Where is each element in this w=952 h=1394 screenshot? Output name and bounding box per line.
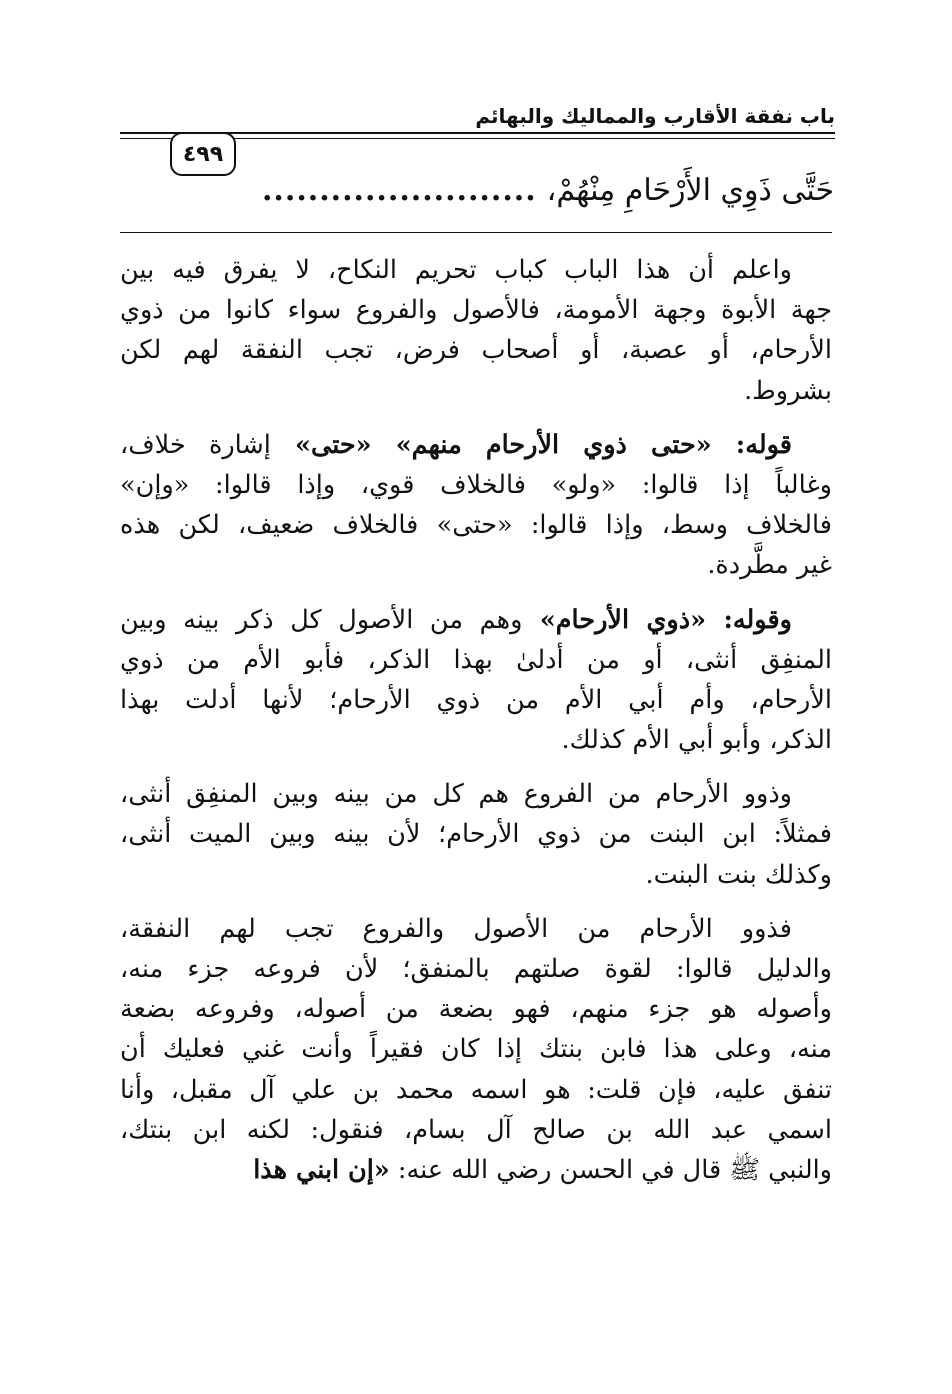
text-line [120, 989, 832, 1029]
bold-span: قوله: [711, 429, 792, 460]
paragraph [120, 600, 832, 761]
text-span: إشارة خلاف، [120, 429, 271, 460]
commentary-body [120, 250, 832, 1204]
paragraph [120, 909, 832, 1190]
text-span: جهة الأبوة وجهة الأمومة، فالأصول والفروع سواء كانوا من ذوي [120, 295, 832, 326]
text-line [120, 1150, 832, 1190]
text-span: وكذلك بنت البنت. [645, 859, 832, 890]
text-line [120, 855, 832, 895]
text-span: والدليل قالوا: لقوة صلتهم بالمنفق؛ لأن فروعه جزء منه، [120, 954, 832, 984]
text-line [120, 465, 832, 505]
text-span: وغالباً إذا قالوا: «ولو» فالخلاف قوي، وإذا قالوا: «وإن» [120, 469, 832, 500]
text-span: الأرحام، وأم أبي الأم من ذوي الأرحام؛ لأنها أدلت بهذا [120, 684, 832, 715]
chapter-title: باب نفقة الأقارب والمماليك والبهائم [475, 104, 835, 128]
text-line [120, 680, 832, 720]
paragraph [120, 250, 832, 411]
matn-dots: ........................ [261, 172, 537, 208]
text-line [120, 1110, 832, 1150]
text-line [120, 720, 832, 760]
text-line [120, 425, 832, 465]
bold-span: وقوله: [706, 604, 792, 635]
bold-span: «حتى ذوي الأرحام منهم» [371, 429, 712, 460]
text-line [120, 330, 832, 370]
text-line [120, 600, 832, 640]
text-span: المنفِق أنثى، أو من أدلىٰ بهذا الذكر، فأبو الأم من ذوي [120, 644, 832, 675]
text-line [120, 949, 832, 989]
text-line [120, 774, 832, 814]
text-line [120, 250, 832, 290]
header-rule [120, 128, 835, 167]
text-span: والنبي ﷺ قال في الحسن رضي الله عنه: [389, 1154, 832, 1185]
page-number: ٤٩٩ [170, 132, 236, 176]
text-span: منه، وعلى هذا فابن بنتك إذا كان فقيراً وأنت غني فعليك أن [120, 1034, 832, 1065]
text-span: تنفق عليه، فإن قلت: هو اسمه محمد بن علي آل مقبل، وأنا [120, 1074, 832, 1105]
text-line [120, 1070, 832, 1110]
text-line [120, 1029, 832, 1069]
text-line [120, 505, 832, 545]
text-span: غير مطَّردة. [707, 550, 832, 581]
matn-divider [120, 232, 832, 233]
text-span: وذوو الأرحام من الفروع هم كل من بينه وبين المنفِق أنثى، [120, 779, 792, 810]
text-line [120, 814, 832, 854]
matn-text: حَتَّى ذَوِي الأَرْحَامِ مِنْهُمْ، [546, 172, 834, 208]
bold-span: «حتى» [270, 429, 372, 460]
text-span: وأصوله هو جزء منهم، فهو بضعة من أصوله، وفروعه بضعة [120, 994, 832, 1025]
text-span: فالخلاف وسط، وإذا قالوا: «حتى» فالخلاف ضعيف، لكن هذه [120, 510, 832, 541]
text-line [120, 545, 832, 585]
text-span: وهم من الأصول كل ذكر بينه وبين [120, 604, 523, 635]
text-line [120, 371, 832, 411]
text-span: الأرحام، أو عصبة، أو أصحاب فرض، تجب النفقة لهم لكن [120, 335, 832, 366]
bold-span: «ذوي الأرحام» [522, 604, 707, 635]
bold-span: «إن ابني هذا [253, 1154, 390, 1185]
text-line [120, 909, 832, 949]
text-span: واعلم أن هذا الباب كباب تحريم النكاح، لا يفرق فيه بين [120, 255, 792, 285]
text-line [120, 290, 832, 330]
paragraph [120, 425, 832, 586]
text-span: اسمي عبد الله بن صالح آل بسام، فنقول: لكنه ابن بنتك، [120, 1114, 832, 1145]
running-header [120, 96, 835, 167]
text-span: بشروط. [744, 375, 832, 406]
text-line [120, 640, 832, 680]
text-span: فذوو الأرحام من الأصول والفروع تجب لهم النفقة، [120, 913, 792, 944]
matn-text-line [122, 165, 834, 215]
paragraph [120, 774, 832, 895]
text-span: الذكر، وأبو أبي الأم كذلك. [561, 725, 832, 756]
text-span: فمثلاً: ابن البنت من ذوي الأرحام؛ لأن بينه وبين الميت أنثى، [120, 819, 832, 850]
